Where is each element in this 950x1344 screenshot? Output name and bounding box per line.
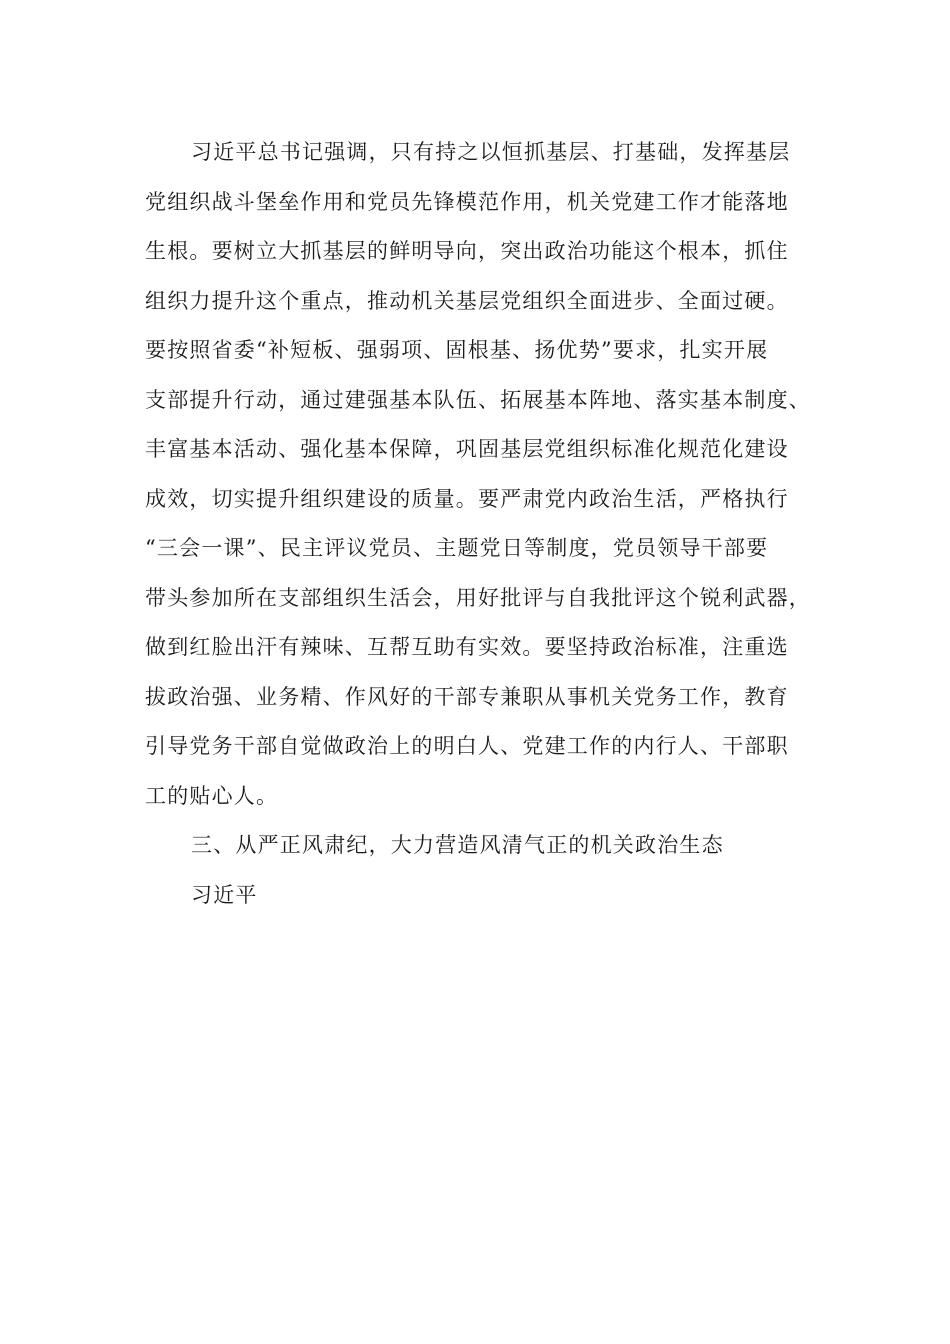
paragraph-line: 党组织战斗堡垒作用和党员先锋模范作用，机关党建工作才能落地	[145, 189, 789, 214]
paragraph-line: 要按照省委“补短板、强弱项、固根基、扬优势”要求，扎实开展	[145, 338, 769, 362]
paragraph-line: 组织力提升这个重点，推动机关基层党组织全面进步、全面过硬。	[145, 288, 789, 313]
paragraph-line: 习近平总书记强调，只有持之以恒抓基层、打基础，发挥基层	[191, 140, 791, 164]
paragraph-line: 做到红脸出汗有辣味、互帮互助有实效。要坚持政治标准，注重选	[145, 635, 789, 659]
paragraph-line: 成效，切实提升组织建设的质量。要严肃党内政治生活，严格执行	[145, 486, 789, 511]
paragraph-line: 工的贴心人。	[145, 783, 279, 808]
section-heading: 三、从严正风肃纪，大力营造风清气正的机关政治生态	[191, 833, 724, 857]
paragraph-line: 引导党务干部自觉做政治上的明白人、党建工作的内行人、干部职	[145, 734, 789, 758]
paragraph-line: 习近平	[191, 882, 258, 907]
document-body	[145, 128, 811, 920]
paragraph-line: “三会一课”、民主评议党员、主题党日等制度，党员领导干部要	[145, 536, 769, 560]
paragraph-line: 生根。要树立大抓基层的鲜明导向，突出政治功能这个根本，抓住	[145, 239, 789, 263]
paragraph-line: 带头参加所在支部组织生活会，用好批评与自我批评这个锐利武器，	[145, 585, 811, 610]
paragraph-line: 拔政治强、业务精、作风好的干部专兼职从事机关党务工作，教育	[145, 684, 789, 709]
paragraph-line: 丰富基本活动、强化基本保障，巩固基层党组织标准化规范化建设	[145, 437, 789, 461]
paragraph-line: 支部提升行动，通过建强基本队伍、拓展基本阵地、落实基本制度、	[145, 387, 811, 412]
